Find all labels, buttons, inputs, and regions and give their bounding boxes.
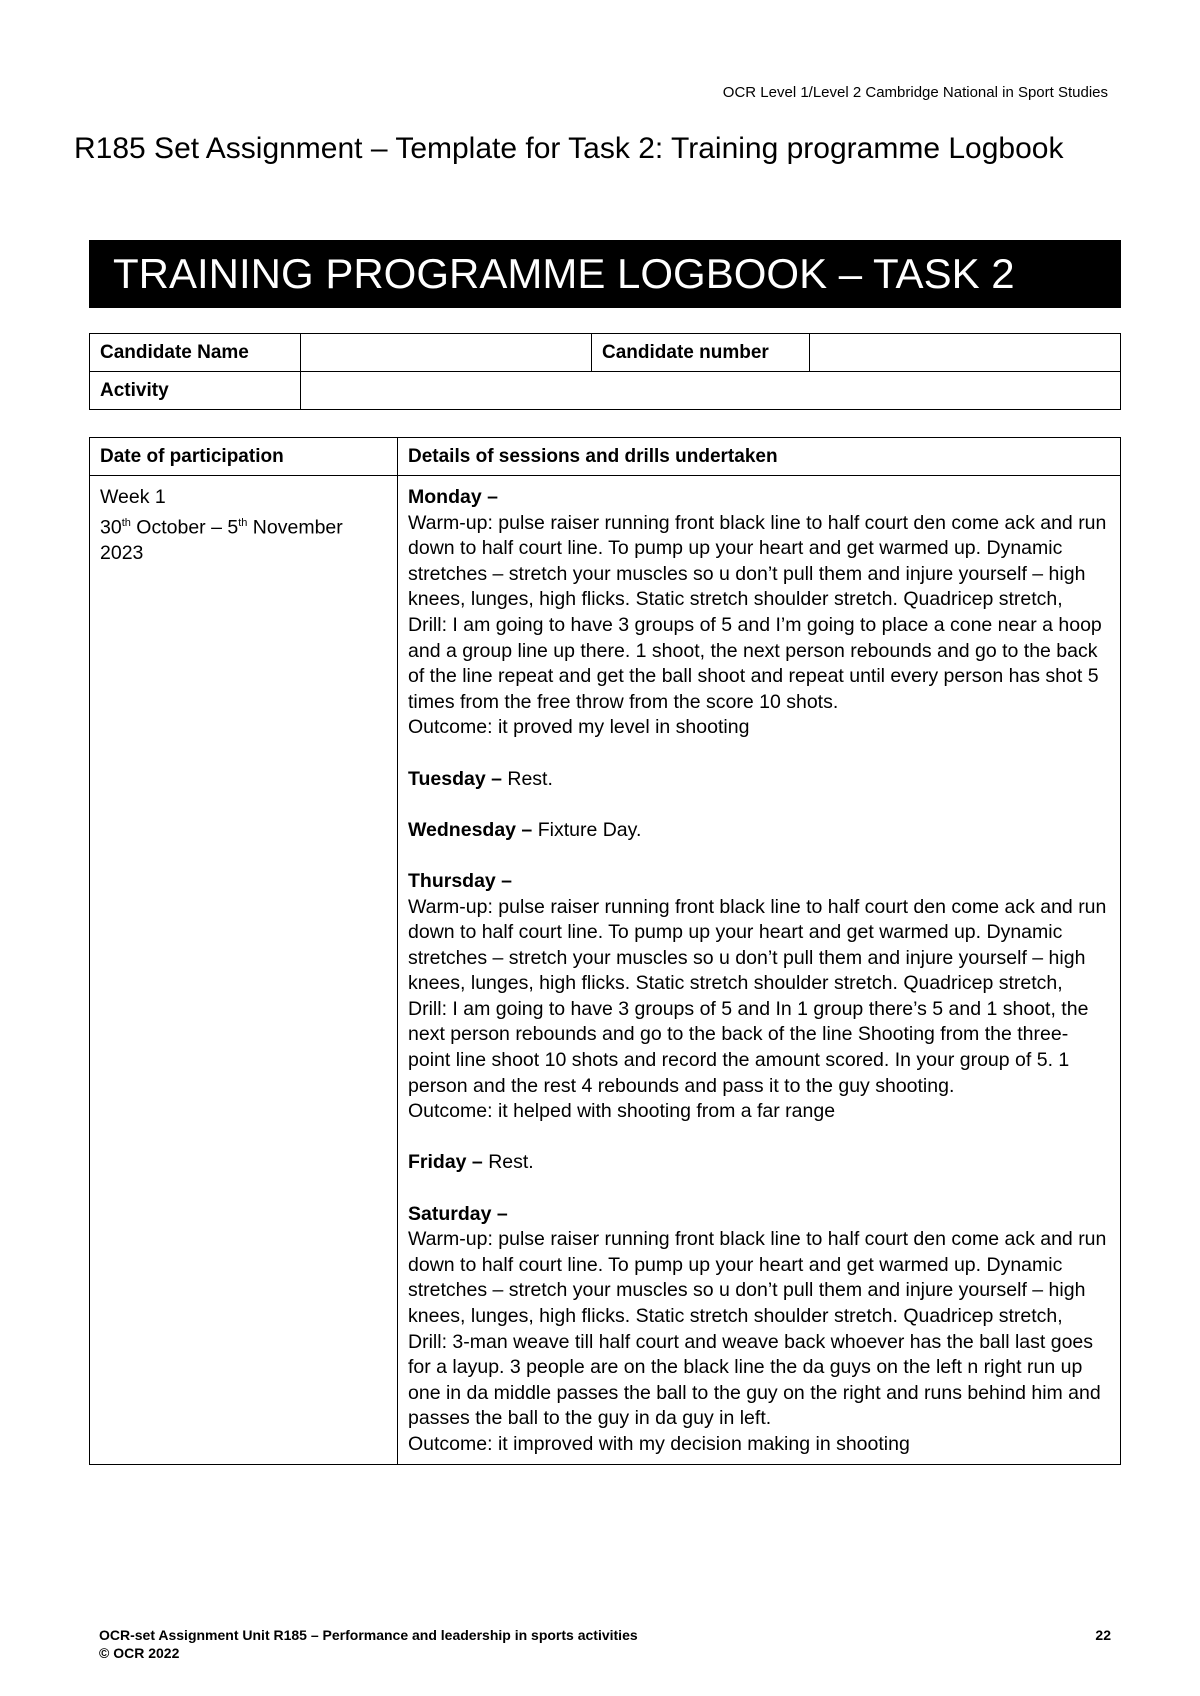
week-row (90, 476, 1121, 1465)
candidate-number-field[interactable] (810, 334, 1121, 372)
session-text: Drill: I am going to have 3 groups of 5 and In 1 group there’s 5 and 1 shoot, the next person rebounds and go to the back of the line Shooting from the three-point line shoot 10 shots and record the amount scored. In your group of 5. 1 person and the rest 4 rebounds and pass it to the guy shooting. (408, 997, 1089, 1097)
activity-field[interactable] (301, 372, 1121, 410)
page-footer (99, 1626, 1111, 1662)
day-name: Friday – (408, 1151, 483, 1174)
candidate-name-field[interactable] (301, 334, 592, 372)
day-entry (408, 818, 1110, 844)
page-number: 22 (1095, 1627, 1111, 1643)
week-year: 2023 (100, 541, 144, 564)
candidate-details-table (89, 333, 1121, 410)
day-heading (408, 869, 1110, 895)
day-name: Saturday – (408, 1202, 508, 1225)
week-date-range (100, 511, 387, 541)
day-entry (408, 767, 1110, 793)
session-text: Outcome: it proved my level in shooting (408, 716, 750, 739)
day-name: Tuesday – (408, 767, 502, 790)
activity-label: Activity (90, 372, 301, 410)
document-title: R185 Set Assignment – Template for Task 2: Training programme Logbook (74, 132, 1064, 165)
day-heading (408, 767, 1110, 793)
candidate-row (90, 334, 1121, 372)
session-text: Warm-up: pulse raiser running front black line to half court den come ack and run down to half court line. To pump up your heart and get warmed up. Dynamic stretches – stretch your muscles so u don’t pull them and injure yourself – high knees, lunges, high flicks. Static stretch shoulder stretch. Quadricep stretch, (408, 511, 1107, 611)
day-name: Thursday – (408, 869, 513, 892)
day-name: Wednesday – (408, 818, 533, 841)
range-start-month: October – 5 (130, 516, 239, 539)
session-text: Warm-up: pulse raiser running front black line to half court den come ack and run down to half court line. To pump up your heart and get warmed up. Dynamic stretches – stretch your muscles so u don’t pull them and injure yourself – high knees, lunges, high flicks. Static stretch shoulder stretch. Quadricep stretch, (408, 895, 1107, 995)
day-status: Rest. (482, 1151, 534, 1174)
range-end-suffix: th (238, 516, 248, 529)
day-status: Fixture Day. (532, 818, 642, 841)
activity-row (90, 372, 1121, 410)
date-column-header: Date of participation (90, 438, 398, 476)
day-entry (408, 1150, 1110, 1176)
candidate-number-label: Candidate number (592, 334, 810, 372)
running-header: OCR Level 1/Level 2 Cambridge National in Sport Studies (722, 84, 1108, 101)
day-entry (408, 485, 1110, 741)
range-start-day: 30 (100, 516, 122, 539)
day-entry (408, 1202, 1110, 1458)
day-heading (408, 1150, 1110, 1176)
log-header-row (90, 438, 1121, 476)
day-entry (408, 869, 1110, 1125)
session-text: Drill: I am going to have 3 groups of 5 and I’m going to place a cone near a hoop and a group line up there. 1 shoot, the next person rebounds and go to the back of the line repeat and get the ball shoot and repeat until every person has shot 5 times from the free throw from the score 10 shots. (408, 613, 1102, 713)
week-label: Week 1 (100, 486, 166, 508)
session-text: Warm-up: pulse raiser running front black line to half court den come ack and run down to half court line. To pump up your heart and get warmed up. Dynamic stretches – stretch your muscles so u don’t pull them and injure yourself – high knees, lunges, high flicks. Static stretch shoulder stretch. Quadricep stretch, (408, 1228, 1107, 1327)
training-log-table (89, 437, 1121, 1465)
logbook-banner: TRAINING PROGRAMME LOGBOOK – TASK 2 (89, 240, 1121, 308)
details-column-header: Details of sessions and drills undertaken (398, 438, 1121, 476)
session-text: Outcome: it helped with shooting from a far range (408, 1100, 836, 1123)
range-end-month: November (247, 516, 343, 539)
day-heading (408, 818, 1110, 844)
range-start-suffix: th (121, 516, 131, 529)
footer-copyright: © OCR 2022 (99, 1645, 180, 1661)
day-heading (408, 1202, 1110, 1228)
day-list (408, 485, 1110, 1458)
session-text: Drill: 3-man weave till half court and weave back whoever has the ball last goes for a layup. 3 people are on the black line the da guys on the left n right run up one in da middle passes the ball to the guy on the right and runs behind him and passes the ball to the guy in da guy in left. (408, 1330, 1101, 1430)
day-name: Monday – (408, 486, 498, 508)
day-heading (408, 485, 1110, 511)
candidate-name-label: Candidate Name (90, 334, 301, 372)
footer-unit-title: OCR-set Assignment Unit R185 – Performance and leadership in sports activities (99, 1627, 638, 1643)
week-date-cell (90, 476, 398, 1465)
day-status: Rest. (501, 767, 553, 790)
session-text: Outcome: it improved with my decision making in shooting (408, 1432, 910, 1455)
session-details-cell (398, 476, 1121, 1465)
